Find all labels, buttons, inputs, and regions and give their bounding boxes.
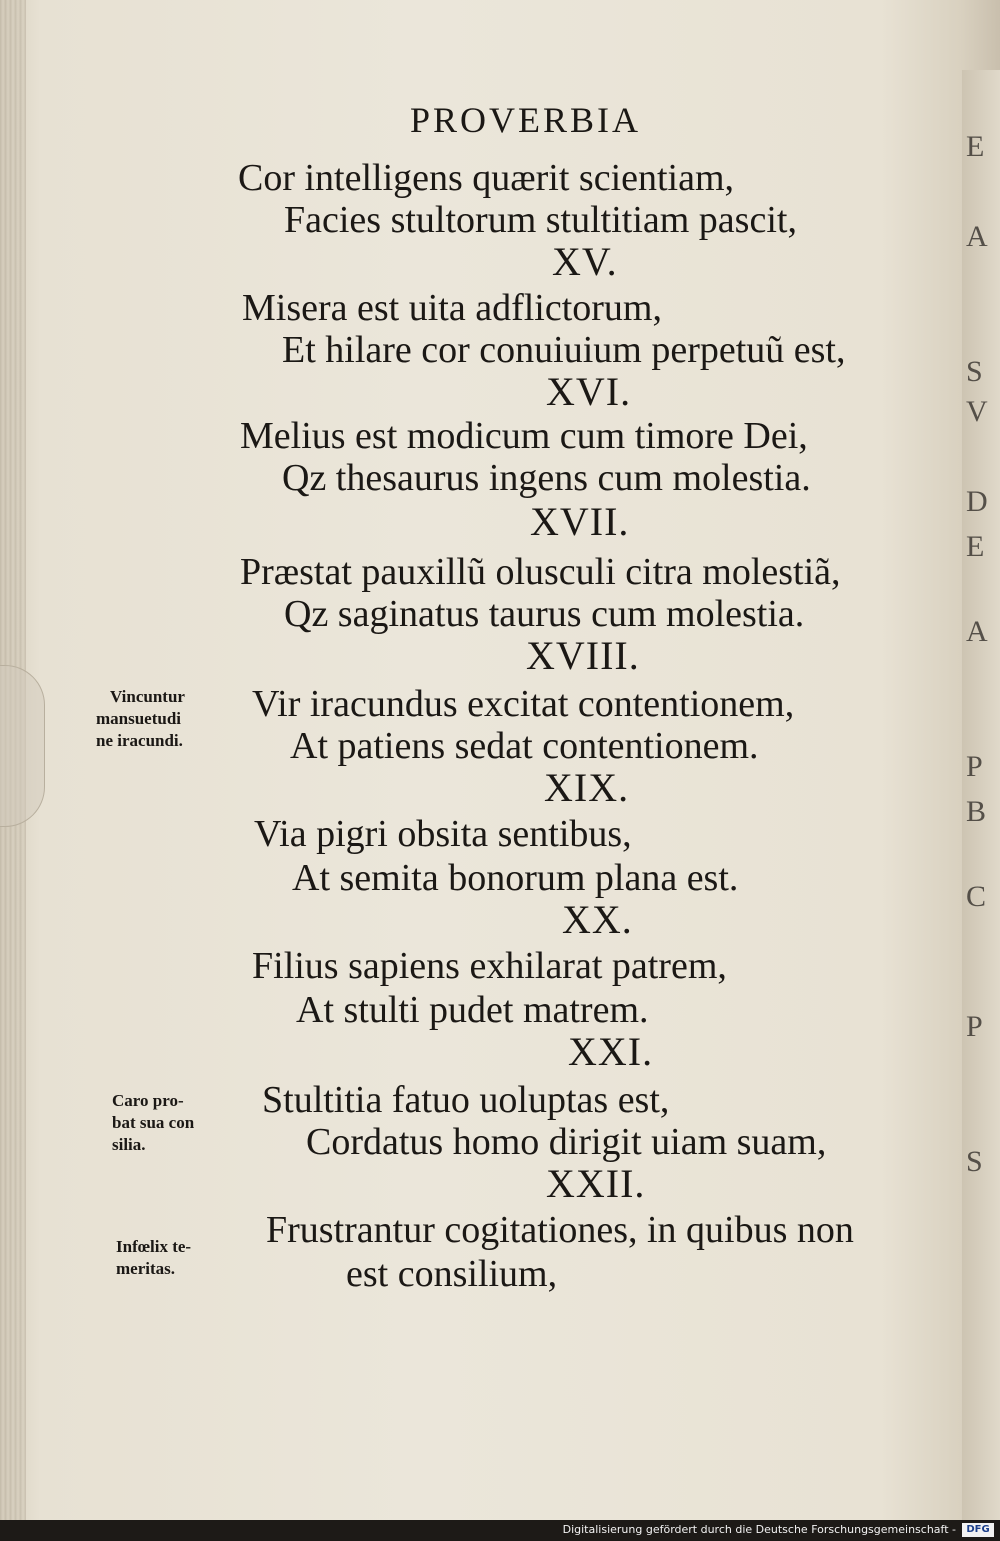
verse-line: Cor intelligens quærit scientiam, (238, 157, 735, 199)
verse-line: Præstat pauxillũ olusculi citra molestiã, (240, 551, 841, 593)
verse-line: Misera est uita adflictorum, (242, 287, 662, 329)
facing-page-letter: S (966, 355, 983, 388)
dfg-logo: DFG (962, 1523, 994, 1537)
facing-page-letter: E (966, 130, 985, 163)
verse-line: Qz saginatus taurus cum molestia. (284, 593, 805, 635)
verse-line: Et hilare cor conuiuium perpetuũ est, (282, 329, 846, 371)
verse-line: Vir iracundus excitat contentionem, (252, 683, 795, 725)
facing-page-letter: S (966, 1145, 983, 1178)
chapter-numeral: XVI. (546, 369, 632, 414)
verse-line: est consilium, (346, 1253, 558, 1295)
margin-note: mansuetudi (96, 709, 182, 728)
facing-page-letter: D (966, 485, 988, 518)
margin-note: silia. (112, 1135, 146, 1154)
running-head: PROVERBIA (410, 100, 642, 140)
facing-page-edge (962, 70, 1000, 1520)
facing-page-letter: B (966, 795, 987, 828)
verse-line: Melius est modicum cum timore Dei, (240, 415, 808, 457)
verse-line: Via pigri obsita sentibus, (254, 813, 632, 855)
margin-note: bat sua con (112, 1113, 195, 1132)
verse-line: Stultitia fatuo uoluptas est, (262, 1079, 670, 1121)
margin-note: Vincuntur (110, 687, 185, 706)
facing-page-letter: P (966, 750, 983, 783)
verse-line: Qz thesaurus ingens cum molestia. (282, 457, 811, 499)
verse-line: Facies stultorum stultitiam pascit, (284, 199, 797, 241)
margin-note: Infœlix te- (116, 1237, 192, 1256)
chapter-numeral: XXII. (546, 1161, 646, 1206)
margin-note: meritas. (116, 1259, 176, 1278)
page-clip (0, 665, 45, 827)
chapter-numeral: XVII. (530, 499, 630, 544)
chapter-numeral: XIX. (544, 765, 630, 810)
verse-line: At patiens sedat contentionem. (290, 725, 759, 767)
digitization-credit: Digitalisierung gefördert durch die Deutsche Forschungsgemeinschaft - (562, 1523, 956, 1536)
verse-line: At stulti pudet matrem. (296, 989, 649, 1031)
facing-page-letter: P (966, 1010, 983, 1043)
facing-page-letter: V (966, 395, 988, 428)
facing-page-letter: C (966, 880, 987, 913)
verse-line: At semita bonorum plana est. (292, 857, 739, 899)
margin-note: ne iracundi. (96, 731, 183, 750)
verse-line: Filius sapiens exhilarat patrem, (252, 945, 727, 987)
facing-page-letter: A (966, 615, 988, 648)
verse-line: Frustrantur cogitationes, in quibus non (266, 1209, 854, 1251)
facing-page-letter: A (966, 220, 988, 253)
chapter-numeral: XXI. (568, 1029, 654, 1074)
chapter-numeral: XVIII. (526, 633, 640, 678)
margin-note: Caro pro- (112, 1091, 184, 1110)
chapter-numeral: XX. (562, 897, 633, 942)
facing-page-letter: E (966, 530, 985, 563)
chapter-numeral: XV. (552, 239, 618, 284)
verse-line: Cordatus homo dirigit uiam suam, (306, 1121, 827, 1163)
